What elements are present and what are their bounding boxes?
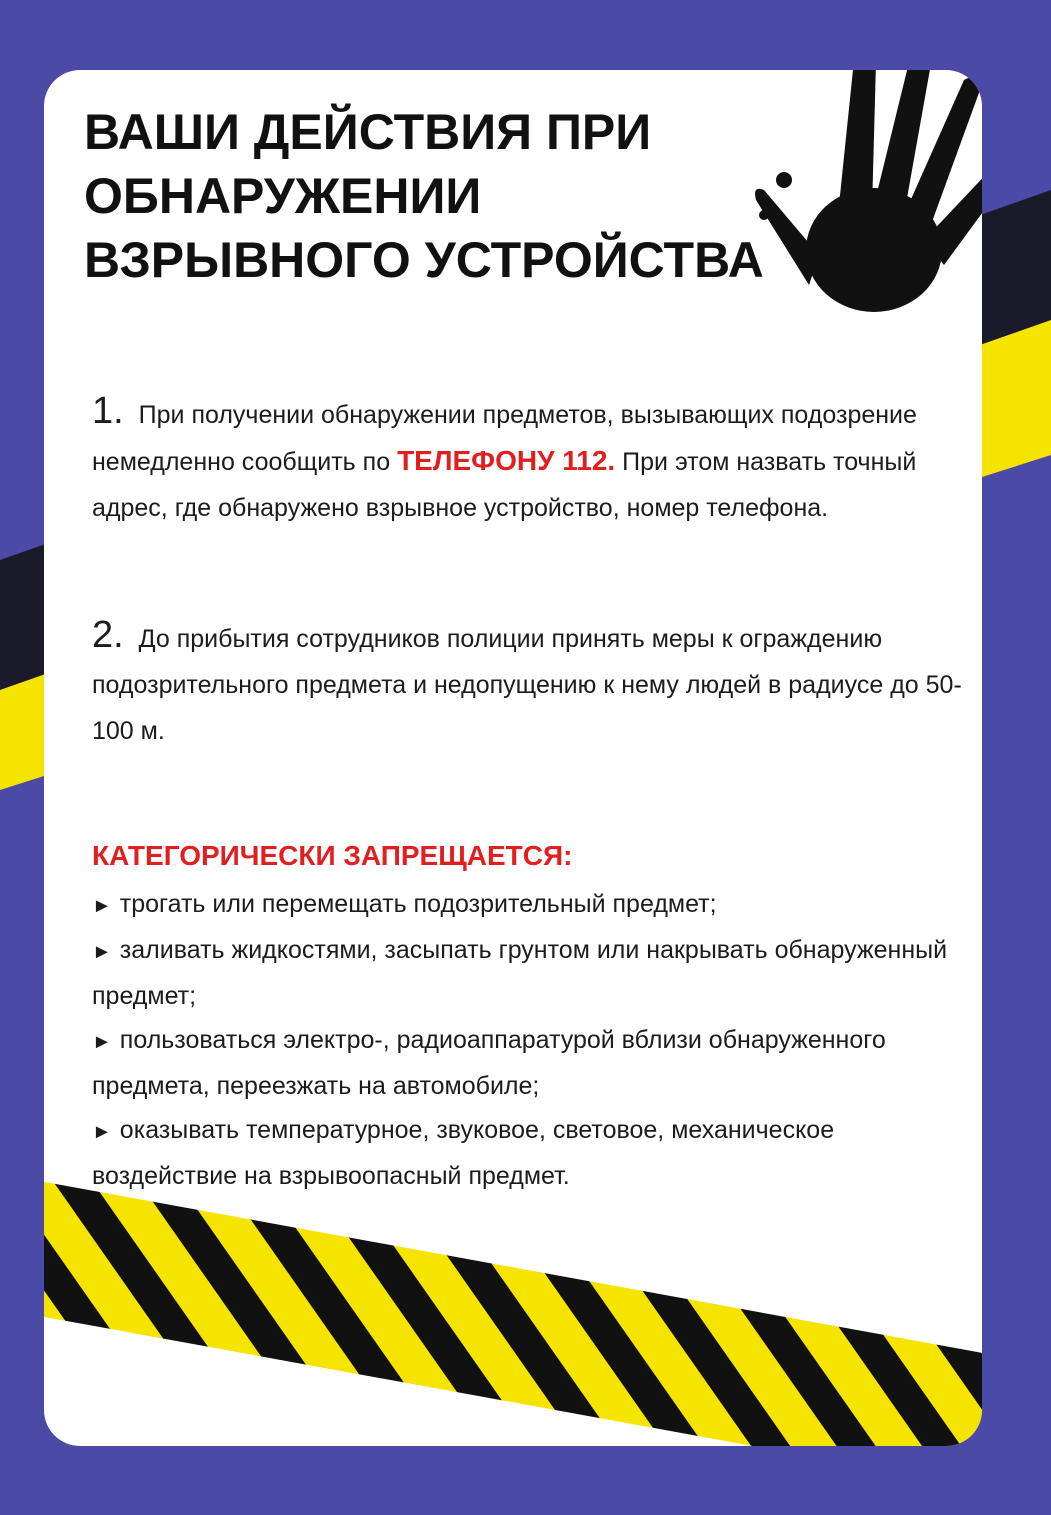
prohibited-list — [92, 882, 972, 1198]
step-2-text: До прибытия сотрудников полиции принять меры к ограждению подозрительного предмета и недопущению к нему людей в радиусе до 50-100 м. — [92, 625, 962, 745]
poster-card — [44, 70, 982, 1446]
prohibited-item-text: оказывать температурное, звуковое, световое, механическое воздействие на взрывоопасный предмет. — [92, 1116, 835, 1190]
page-title: ВАШИ ДЕЙСТВИЯ ПРИ ОБНАРУЖЕНИИ ВЗРЫВНОГО УСТРОЙСТВА — [84, 104, 764, 288]
bullet-arrow-icon: ► — [92, 1031, 112, 1053]
step-1-number: 1. — [92, 390, 124, 432]
step-1 — [92, 388, 962, 531]
phone-highlight: ТЕЛЕФОНУ 112. — [397, 445, 616, 476]
step-1-text-after: При этом назвать точный адрес, где обнаружено взрывное устройство, номер телефона. — [92, 448, 917, 522]
prohibited-item-text: трогать или перемещать подозрительный предмет; — [119, 890, 717, 918]
prohibited-item — [92, 1108, 972, 1198]
prohibited-heading: КАТЕГОРИЧЕСКИ ЗАПРЕЩАЕТСЯ: — [92, 840, 573, 871]
prohibited-item — [92, 928, 972, 1018]
bullet-arrow-icon: ► — [92, 941, 112, 963]
prohibited-item-text: пользоваться электро-, радиоаппаратурой вблизи обнаруженного предмета, переезжать на автомобиле; — [92, 1026, 886, 1100]
prohibited-item — [92, 1018, 972, 1108]
bullet-arrow-icon: ► — [92, 895, 112, 917]
step-1-text: При получении обнаружении предметов, вызывающих подозрение немедленно сообщить по — [92, 401, 917, 476]
step-2 — [92, 612, 962, 754]
hand-print-icon — [744, 70, 982, 370]
prohibited-item — [92, 882, 972, 928]
bullet-arrow-icon: ► — [92, 1121, 112, 1143]
prohibited-item-text: заливать жидкостями, засыпать грунтом или накрывать обнаруженный предмет; — [92, 936, 948, 1010]
step-2-number: 2. — [92, 614, 124, 656]
